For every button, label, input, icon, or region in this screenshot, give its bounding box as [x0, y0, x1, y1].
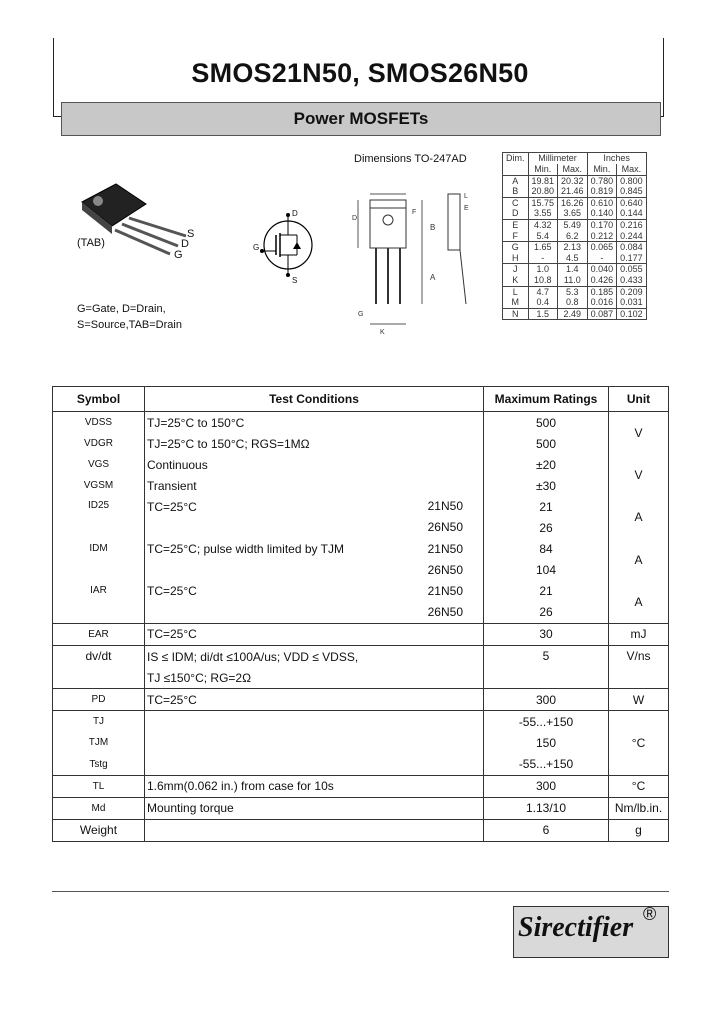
symbol-cell: Tstg	[53, 754, 145, 776]
symbol-header: Symbol	[53, 387, 145, 412]
dim-row	[503, 208, 647, 219]
dim-cell: 4.7	[528, 286, 558, 297]
table-row	[53, 646, 669, 668]
dim-row	[503, 175, 647, 186]
symbol-cell: Weight	[53, 819, 145, 841]
dim-cell: 15.75	[528, 197, 558, 208]
dim-cell: F	[503, 231, 529, 242]
in-min-header: Min.	[587, 164, 617, 175]
unit-cell: W	[609, 689, 669, 711]
brand-logo: Sirectifier	[518, 912, 634, 943]
symbol-cell: VDGR	[53, 433, 145, 454]
svg-text:D: D	[352, 215, 358, 222]
dim-cell: 0.177	[617, 253, 647, 264]
dim-cell: 1.5	[528, 308, 558, 320]
condition-cell: TJ=25°C to 150°C	[145, 412, 484, 434]
svg-text:K: K	[380, 329, 385, 336]
dim-cell: 0.031	[617, 297, 647, 308]
dim-cell: 11.0	[558, 275, 588, 286]
dim-cell: 0.087	[587, 308, 617, 320]
condition-cell: TC=25°C	[145, 689, 484, 711]
svg-text:A: A	[430, 273, 436, 282]
symbol-cell: IAR	[53, 581, 145, 624]
dim-cell: M	[503, 297, 529, 308]
variant-label: 21N50	[427, 541, 463, 556]
conditions-header: Test Conditions	[145, 387, 484, 412]
pin-d-label: D	[181, 238, 189, 250]
dim-cell: 1.0	[528, 264, 558, 275]
condition-cell: Transient	[145, 475, 484, 496]
svg-text:L: L	[464, 193, 468, 200]
dim-cell: 0.216	[617, 219, 647, 230]
schematic-s-label: S	[292, 276, 298, 285]
dim-cell: 5.4	[528, 231, 558, 242]
mm-header: Millimeter	[528, 153, 587, 165]
unit-cell: Nm/lb.in.	[609, 797, 669, 819]
dim-cell: 0.800	[617, 175, 647, 186]
condition-cell: TC=25°C	[147, 499, 197, 514]
symbol-cell: dv/dt	[53, 646, 145, 689]
value-cell: 21	[484, 581, 609, 602]
dim-row	[503, 297, 647, 308]
schematic-d-label: D	[292, 209, 298, 218]
value-cell: -55...+150	[484, 754, 609, 776]
dim-cell: 1.65	[528, 242, 558, 253]
symbol-cell: TL	[53, 775, 145, 797]
dim-cell: 0.016	[587, 297, 617, 308]
value-cell: -55...+150	[484, 711, 609, 733]
dim-cell: 0.144	[617, 208, 647, 219]
table-row	[53, 454, 669, 475]
dim-cell: 0.170	[587, 219, 617, 230]
table-row	[53, 560, 669, 581]
dim-subheader-row	[503, 164, 647, 175]
dim-cell: 0.040	[587, 264, 617, 275]
unit-cell: V	[609, 412, 669, 455]
dim-cell: 0.640	[617, 197, 647, 208]
value-cell: 500	[484, 433, 609, 454]
table-row	[53, 581, 669, 602]
value-cell: 150	[484, 732, 609, 753]
dim-row	[503, 264, 647, 275]
value-cell: 1.13/10	[484, 797, 609, 819]
dim-cell: D	[503, 208, 529, 219]
dim-cell: 3.55	[528, 208, 558, 219]
condition-cell	[145, 819, 484, 841]
svg-text:E: E	[464, 205, 469, 212]
dim-row	[503, 242, 647, 253]
dim-cell: 1.4	[558, 264, 588, 275]
condition-cell: Continuous	[145, 454, 484, 475]
subtitle-bar: Power MOSFETs	[61, 102, 661, 136]
registered-mark: ®	[643, 904, 657, 924]
outline-drawing	[350, 186, 480, 336]
unit-cell: V	[609, 454, 669, 496]
table-row	[53, 711, 669, 733]
unit-cell: V/ns	[609, 646, 669, 689]
dim-cell: 0.244	[617, 231, 647, 242]
dim-cell: 3.65	[558, 208, 588, 219]
dim-cell: 5.49	[558, 219, 588, 230]
legend-line-2: S=Source,TAB=Drain	[77, 319, 182, 331]
dim-cell: L	[503, 286, 529, 297]
condition-cell: 1.6mm(0.062 in.) from case for 10s	[145, 775, 484, 797]
dim-cell: 19.81	[528, 175, 558, 186]
svg-text:F: F	[412, 209, 417, 216]
dim-header-row	[503, 153, 647, 165]
condition-cell: Mounting torque	[145, 797, 484, 819]
value-cell: 26	[484, 602, 609, 624]
dimensions-title: Dimensions TO-247AD	[354, 153, 467, 165]
table-row	[53, 496, 669, 517]
dim-cell: K	[503, 275, 529, 286]
condition-cell: TJ=25°C to 150°C; RGS=1MΩ	[145, 433, 484, 454]
value-cell: ±20	[484, 454, 609, 475]
variant-label: 21N50	[427, 583, 463, 598]
dim-row	[503, 286, 647, 297]
dimension-table	[502, 152, 647, 320]
ratings-header-row	[53, 387, 669, 412]
value-cell: 30	[484, 623, 609, 645]
dim-cell: -	[587, 253, 617, 264]
condition-cell: TC=25°C; pulse width limited by TJM	[147, 542, 344, 557]
dim-cell: J	[503, 264, 529, 275]
dim-cell: 0.084	[617, 242, 647, 253]
dim-cell: E	[503, 219, 529, 230]
dim-cell: H	[503, 253, 529, 264]
value-cell: 26	[484, 517, 609, 538]
value-cell: 21	[484, 496, 609, 517]
dim-cell: G	[503, 242, 529, 253]
dim-cell: 21.46	[558, 186, 588, 197]
dim-row	[503, 308, 647, 320]
ratings-table	[52, 386, 669, 842]
unit-cell: °C	[609, 775, 669, 797]
table-row	[53, 689, 669, 711]
dim-cell: 0.845	[617, 186, 647, 197]
table-row	[53, 517, 669, 538]
variant-label: 26N50	[427, 520, 463, 535]
condition-cell: TC=25°C	[145, 623, 484, 645]
dim-cell: 0.610	[587, 197, 617, 208]
dim-cell: 0.4	[528, 297, 558, 308]
symbol-cell: ID25	[53, 496, 145, 538]
footer-divider	[52, 891, 669, 892]
symbol-cell: VDSS	[53, 412, 145, 434]
condition-cell: TJ ≤150°C; RG=2Ω	[145, 667, 484, 689]
value-cell: 84	[484, 539, 609, 560]
dim-cell: 0.819	[587, 186, 617, 197]
dim-cell: 0.055	[617, 264, 647, 275]
in-max-header: Max.	[617, 164, 647, 175]
dim-cell: A	[503, 175, 529, 186]
variant-label: 26N50	[427, 562, 463, 577]
dim-row	[503, 275, 647, 286]
dim-header: Dim.	[503, 153, 529, 165]
symbol-cell: VGSM	[53, 475, 145, 496]
symbol-cell: VGS	[53, 454, 145, 475]
dim-row	[503, 186, 647, 197]
unit-cell: A	[609, 496, 669, 538]
table-row	[53, 623, 669, 645]
condition-cell: IS ≤ IDM; di/dt ≤100A/us; VDD ≤ VDSS,	[145, 646, 484, 668]
dim-cell: 0.102	[617, 308, 647, 320]
value-cell: 6	[484, 819, 609, 841]
symbol-cell: EAR	[53, 623, 145, 645]
page-title: SMOS21N50, SMOS26N50	[191, 58, 529, 88]
value-cell: 5	[484, 646, 609, 689]
symbol-cell: IDM	[53, 539, 145, 581]
value-cell: 500	[484, 412, 609, 434]
dim-cell: N	[503, 308, 529, 320]
unit-cell: mJ	[609, 623, 669, 645]
dim-cell: 0.212	[587, 231, 617, 242]
table-row	[53, 775, 669, 797]
pin-s-label: S	[187, 228, 195, 240]
inches-header: Inches	[587, 153, 646, 165]
dim-cell: 0.433	[617, 275, 647, 286]
dim-row	[503, 219, 647, 230]
dim-cell: 0.140	[587, 208, 617, 219]
table-row	[53, 602, 669, 624]
table-row	[53, 797, 669, 819]
dim-cell: 0.185	[587, 286, 617, 297]
value-cell: 300	[484, 689, 609, 711]
variant-label: 21N50	[427, 499, 463, 514]
dim-row	[503, 231, 647, 242]
dim-cell: 0.065	[587, 242, 617, 253]
schematic-g-label: G	[253, 243, 260, 252]
mm-max-header: Max.	[558, 164, 588, 175]
symbol-cell: TJM	[53, 732, 145, 753]
dim-cell: -	[528, 253, 558, 264]
condition-cell: TC=25°C	[147, 584, 197, 599]
dim-cell: B	[503, 186, 529, 197]
symbol-cell: PD	[53, 689, 145, 711]
unit-cell: g	[609, 819, 669, 841]
dim-cell: 0.209	[617, 286, 647, 297]
unit-cell: A	[609, 539, 669, 581]
dim-cell: 2.49	[558, 308, 588, 320]
value-cell: ±30	[484, 475, 609, 496]
table-row	[53, 819, 669, 841]
max-header: Maximum Ratings	[484, 387, 609, 412]
dim-cell: 16.26	[558, 197, 588, 208]
dim-cell: 2.13	[558, 242, 588, 253]
dim-row	[503, 197, 647, 208]
svg-text:G: G	[358, 311, 364, 318]
table-row	[53, 539, 669, 560]
table-row	[53, 433, 669, 454]
unit-cell: °C	[609, 711, 669, 775]
table-row	[53, 475, 669, 496]
pin-legend	[77, 301, 182, 333]
dim-cell: 10.8	[528, 275, 558, 286]
dim-cell: 20.32	[558, 175, 588, 186]
table-row	[53, 412, 669, 434]
legend-line-1: G=Gate, D=Drain,	[77, 303, 166, 315]
dim-row	[503, 253, 647, 264]
dim-cell: 5.3	[558, 286, 588, 297]
dim-cell: 20.80	[528, 186, 558, 197]
unit-header: Unit	[609, 387, 669, 412]
dim-cell: 0.426	[587, 275, 617, 286]
symbol-cell: TJ	[53, 711, 145, 733]
dim-cell: 4.5	[558, 253, 588, 264]
dim-cell: 6.2	[558, 231, 588, 242]
mm-min-header: Min.	[528, 164, 558, 175]
dim-cell: C	[503, 197, 529, 208]
symbol-cell: Md	[53, 797, 145, 819]
dim-cell: 0.8	[558, 297, 588, 308]
unit-cell: A	[609, 581, 669, 624]
pin-g-label: G	[174, 249, 183, 261]
variant-label: 26N50	[427, 604, 463, 619]
dim-cell: 4.32	[528, 219, 558, 230]
svg-text:B: B	[430, 223, 436, 232]
dim-cell: 0.780	[587, 175, 617, 186]
value-cell: 300	[484, 775, 609, 797]
value-cell: 104	[484, 560, 609, 581]
tab-label: (TAB)	[77, 237, 105, 249]
mosfet-symbol	[250, 205, 320, 285]
